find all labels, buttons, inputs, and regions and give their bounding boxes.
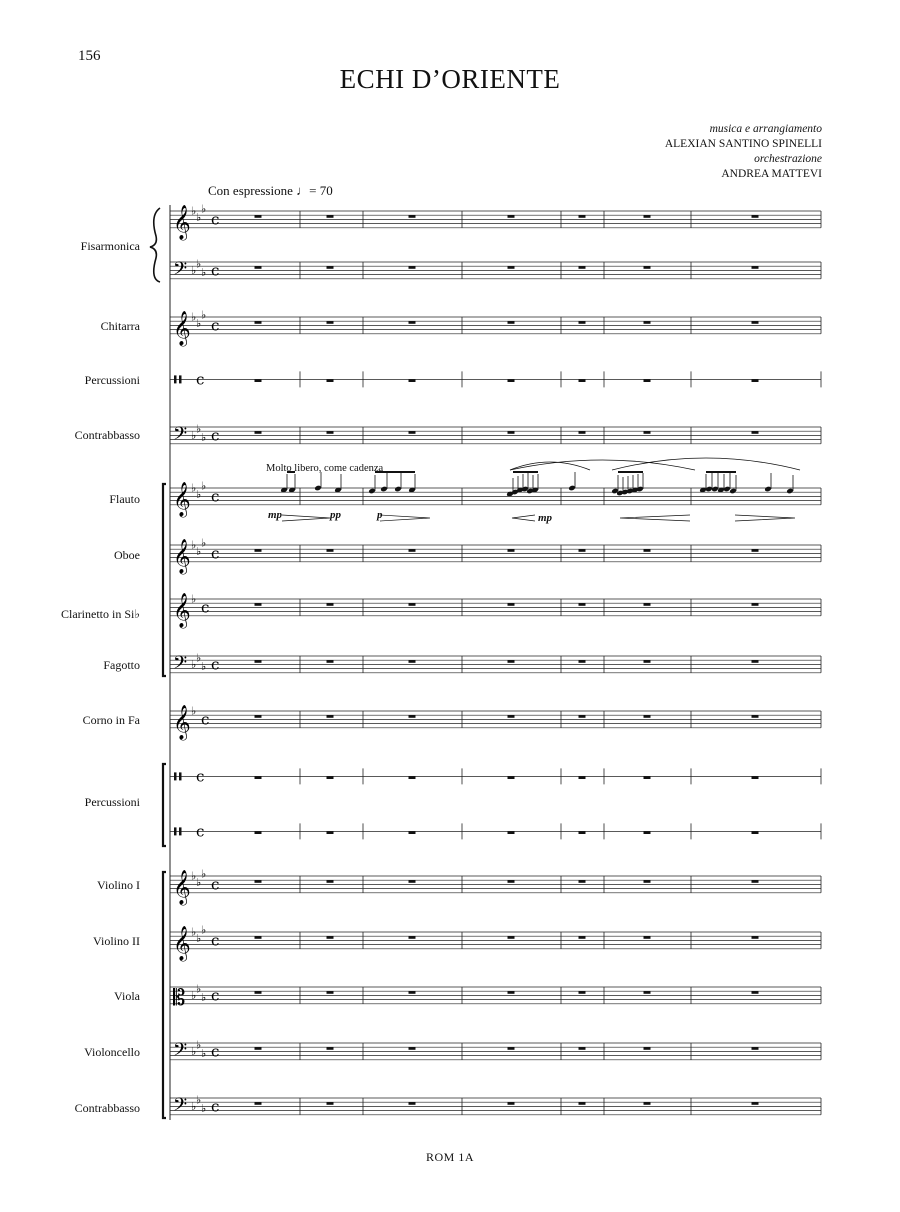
whole-rest-icon <box>255 1047 262 1050</box>
treble-clef-icon: 𝄞 <box>173 204 191 240</box>
flat-icon: ♭ <box>196 931 202 945</box>
cadenza-marking: Molto libero, come cadenza <box>266 463 384 474</box>
whole-rest-icon <box>327 831 334 834</box>
whole-rest-icon <box>327 321 334 324</box>
diminuendo-hairpin <box>735 515 795 521</box>
flat-icon: ♭ <box>196 651 202 665</box>
whole-rest-icon <box>579 880 586 883</box>
bass-clef-icon: 𝄢 <box>173 1094 188 1120</box>
instrument-label-clarinet: Clarinetto in Si♭ <box>61 607 140 621</box>
whole-rest-icon <box>508 880 515 883</box>
whole-rest-icon <box>752 266 759 269</box>
whole-rest-icon <box>327 715 334 718</box>
flat-icon: ♭ <box>201 479 207 493</box>
flat-icon: ♭ <box>191 592 197 606</box>
whole-rest-icon <box>409 266 416 269</box>
whole-rest-icon <box>255 321 262 324</box>
common-time-icon: c <box>211 544 220 563</box>
whole-rest-icon <box>579 549 586 552</box>
crescendo-hairpin <box>512 515 535 521</box>
diminuendo-hairpin <box>380 515 430 521</box>
whole-rest-icon <box>255 880 262 883</box>
treble-clef-icon: 𝄞 <box>173 592 191 628</box>
whole-rest-icon <box>508 831 515 834</box>
accordion-brace <box>150 208 160 282</box>
flat-icon: ♭ <box>196 316 202 330</box>
whole-rest-icon <box>255 831 262 834</box>
treble-clef-icon: 𝄞 <box>173 538 191 574</box>
whole-rest-icon <box>508 1047 515 1050</box>
whole-rest-icon <box>752 936 759 939</box>
whole-rest-icon <box>644 603 651 606</box>
whole-rest-icon <box>644 266 651 269</box>
whole-rest-icon <box>327 776 334 779</box>
whole-rest-icon <box>255 1102 262 1105</box>
whole-rest-icon <box>409 549 416 552</box>
page-number: 156 <box>78 48 101 64</box>
percussion-clef-icon <box>174 375 177 383</box>
flat-icon: ♭ <box>196 544 202 558</box>
whole-rest-icon <box>409 431 416 434</box>
whole-rest-icon <box>409 831 416 834</box>
whole-rest-icon <box>579 991 586 994</box>
flat-icon: ♭ <box>201 923 207 937</box>
whole-rest-icon <box>644 660 651 663</box>
whole-rest-icon <box>327 991 334 994</box>
percussion-clef-icon <box>174 772 177 780</box>
whole-rest-icon <box>579 215 586 218</box>
common-time-icon: c <box>211 261 220 280</box>
flat-icon: ♭ <box>196 875 202 889</box>
common-time-icon: c <box>211 1097 220 1116</box>
whole-rest-icon <box>579 1102 586 1105</box>
whole-rest-icon <box>579 379 586 382</box>
tempo-text: Con espressione <box>208 183 293 198</box>
flat-icon: ♭ <box>191 428 197 442</box>
tempo-bpm: = 70 <box>309 183 333 198</box>
whole-rest-icon <box>752 431 759 434</box>
flat-icon: ♭ <box>201 536 207 550</box>
whole-rest-icon <box>752 1102 759 1105</box>
percussion-bracket <box>163 764 166 846</box>
crescendo-hairpin <box>620 515 690 521</box>
whole-rest-icon <box>327 215 334 218</box>
whole-rest-icon <box>255 379 262 382</box>
whole-rest-icon <box>644 831 651 834</box>
common-time-icon: c <box>211 316 220 335</box>
strings-bracket <box>163 872 166 1118</box>
whole-rest-icon <box>508 660 515 663</box>
instrument-label-double-bass-2: Contrabbasso <box>74 1101 140 1115</box>
flat-icon: ♭ <box>191 481 197 495</box>
percussion-clef-icon <box>179 772 182 780</box>
whole-rest-icon <box>579 431 586 434</box>
whole-rest-icon <box>409 991 416 994</box>
whole-rest-icon <box>327 431 334 434</box>
flat-icon: ♭ <box>196 210 202 224</box>
instrument-label-accordion: Fisarmonica <box>80 239 140 253</box>
whole-rest-icon <box>508 991 515 994</box>
flat-icon: ♭ <box>191 263 197 277</box>
whole-rest-icon <box>644 936 651 939</box>
dynamic-mark: mp <box>268 509 283 521</box>
whole-rest-icon <box>644 776 651 779</box>
flat-icon: ♭ <box>191 869 197 883</box>
whole-rest-icon <box>752 776 759 779</box>
whole-rest-icon <box>644 215 651 218</box>
flat-icon: ♭ <box>196 1093 202 1107</box>
instrument-label-violin-2: Violino II <box>93 934 140 948</box>
whole-rest-icon <box>508 266 515 269</box>
whole-rest-icon <box>255 215 262 218</box>
treble-clef-icon: 𝄞 <box>173 481 191 517</box>
treble-clef-icon: 𝄞 <box>173 704 191 740</box>
diminuendo-hairpin <box>282 515 330 521</box>
whole-rest-icon <box>508 321 515 324</box>
whole-rest-icon <box>752 660 759 663</box>
whole-rest-icon <box>508 1102 515 1105</box>
whole-rest-icon <box>255 660 262 663</box>
instrument-label-horn: Corno in Fa <box>82 713 140 727</box>
whole-rest-icon <box>409 603 416 606</box>
instrument-label-bassoon: Fagotto <box>103 658 140 672</box>
flat-icon: ♭ <box>196 982 202 996</box>
whole-rest-icon <box>508 379 515 382</box>
whole-rest-icon <box>508 431 515 434</box>
whole-rest-icon <box>409 379 416 382</box>
common-time-icon: c <box>196 370 205 389</box>
whole-rest-icon <box>255 776 262 779</box>
whole-rest-icon <box>579 776 586 779</box>
whole-rest-icon <box>255 431 262 434</box>
percussion-clef-icon <box>179 827 182 835</box>
whole-rest-icon <box>327 603 334 606</box>
piece-title: ECHI D’ORIENTE <box>339 64 561 94</box>
flat-icon: ♭ <box>201 431 207 444</box>
whole-rest-icon <box>644 321 651 324</box>
whole-rest-icon <box>644 715 651 718</box>
flat-icon: ♭ <box>201 660 207 673</box>
alto-clef-icon: 𝄡 <box>173 985 186 1011</box>
composer-name: ALEXIAN SANTINO SPINELLI <box>664 138 822 150</box>
instrument-label-guitar: Chitarra <box>100 319 140 333</box>
whole-rest-icon <box>752 880 759 883</box>
whole-rest-icon <box>752 991 759 994</box>
percussion-clef-icon <box>174 827 177 835</box>
whole-rest-icon <box>752 831 759 834</box>
common-time-icon: c <box>211 426 220 445</box>
flat-icon: ♭ <box>191 538 197 552</box>
whole-rest-icon <box>508 715 515 718</box>
common-time-icon: c <box>211 655 220 674</box>
whole-rest-icon <box>409 880 416 883</box>
common-time-icon: c <box>211 1042 220 1061</box>
dynamic-mark: p <box>377 509 383 521</box>
whole-rest-icon <box>327 660 334 663</box>
whole-rest-icon <box>644 880 651 883</box>
whole-rest-icon <box>508 603 515 606</box>
flat-icon: ♭ <box>191 204 197 218</box>
treble-clef-icon: 𝄞 <box>173 925 191 961</box>
whole-rest-icon <box>644 991 651 994</box>
whole-rest-icon <box>409 1102 416 1105</box>
dynamic-mark: pp <box>330 509 341 521</box>
whole-rest-icon <box>508 936 515 939</box>
whole-rest-icon <box>752 215 759 218</box>
whole-rest-icon <box>508 776 515 779</box>
whole-rest-icon <box>644 1102 651 1105</box>
whole-rest-icon <box>644 379 651 382</box>
bass-clef-icon: 𝄢 <box>173 1039 188 1065</box>
slur <box>510 460 695 470</box>
common-time-icon: c <box>211 875 220 894</box>
whole-rest-icon <box>255 715 262 718</box>
whole-rest-icon <box>327 266 334 269</box>
flat-icon: ♭ <box>191 310 197 324</box>
bass-clef-icon: 𝄢 <box>173 258 188 284</box>
whole-rest-icon <box>327 549 334 552</box>
common-time-icon: c <box>211 931 220 950</box>
whole-rest-icon <box>327 1102 334 1105</box>
common-time-icon: c <box>201 710 210 729</box>
bass-clef-icon: 𝄢 <box>173 423 188 449</box>
whole-rest-icon <box>255 266 262 269</box>
flat-icon: ♭ <box>201 266 207 279</box>
whole-rest-icon <box>644 1047 651 1050</box>
common-time-icon: c <box>201 598 210 617</box>
flat-icon: ♭ <box>191 1099 197 1113</box>
whole-rest-icon <box>255 936 262 939</box>
whole-rest-icon <box>579 660 586 663</box>
whole-rest-icon <box>752 1047 759 1050</box>
orchestration-role-label: orchestrazione <box>754 153 822 165</box>
flat-icon: ♭ <box>201 1102 207 1115</box>
whole-rest-icon <box>409 715 416 718</box>
whole-rest-icon <box>579 266 586 269</box>
flat-icon: ♭ <box>196 1038 202 1052</box>
flat-icon: ♭ <box>196 422 202 436</box>
whole-rest-icon <box>579 831 586 834</box>
instrument-label-cello: Violoncello <box>84 1045 140 1059</box>
bass-clef-icon: 𝄢 <box>173 652 188 678</box>
slur <box>612 458 800 470</box>
whole-rest-icon <box>409 1047 416 1050</box>
whole-rest-icon <box>327 936 334 939</box>
flat-icon: ♭ <box>191 704 197 718</box>
whole-rest-icon <box>409 776 416 779</box>
flat-icon: ♭ <box>191 988 197 1002</box>
whole-rest-icon <box>579 715 586 718</box>
whole-rest-icon <box>752 715 759 718</box>
treble-clef-icon: 𝄞 <box>173 869 191 905</box>
whole-rest-icon <box>579 1047 586 1050</box>
footer-code: ROM 1A <box>425 1150 474 1164</box>
instrument-label-oboe: Oboe <box>114 548 140 562</box>
whole-rest-icon <box>409 660 416 663</box>
whole-rest-icon <box>752 603 759 606</box>
flat-icon: ♭ <box>191 1044 197 1058</box>
whole-rest-icon <box>327 1047 334 1050</box>
instrument-label-percussion-2: Percussioni <box>84 795 140 809</box>
instrument-label-flute: Flauto <box>109 492 140 506</box>
flat-icon: ♭ <box>201 1047 207 1060</box>
flat-icon: ♭ <box>191 925 197 939</box>
whole-rest-icon <box>409 936 416 939</box>
instrument-label-violin-1: Violino I <box>97 878 140 892</box>
instrument-label-double-bass-1: Contrabbasso <box>74 428 140 442</box>
whole-rest-icon <box>644 549 651 552</box>
whole-rest-icon <box>752 549 759 552</box>
quarter-note-icon: ♩ <box>296 183 310 198</box>
flat-icon: ♭ <box>201 202 207 216</box>
whole-rest-icon <box>508 215 515 218</box>
whole-rest-icon <box>255 549 262 552</box>
whole-rest-icon <box>508 549 515 552</box>
whole-rest-icon <box>579 603 586 606</box>
whole-rest-icon <box>255 991 262 994</box>
flat-icon: ♭ <box>201 991 207 1004</box>
orchestrator-name: ANDREA MATTEVI <box>721 168 822 180</box>
flat-icon: ♭ <box>201 308 207 322</box>
common-time-icon: c <box>196 822 205 841</box>
woodwind-bracket <box>163 484 166 676</box>
whole-rest-icon <box>409 215 416 218</box>
flat-icon: ♭ <box>201 867 207 881</box>
whole-rest-icon <box>409 321 416 324</box>
common-time-icon: c <box>211 986 220 1005</box>
whole-rest-icon <box>579 936 586 939</box>
instrument-label-viola: Viola <box>114 989 140 1003</box>
flat-icon: ♭ <box>191 657 197 671</box>
instrument-label-percussion-1: Percussioni <box>84 373 140 387</box>
whole-rest-icon <box>255 603 262 606</box>
flat-icon: ♭ <box>196 487 202 501</box>
common-time-icon: c <box>196 767 205 786</box>
flat-icon: ♭ <box>196 257 202 271</box>
whole-rest-icon <box>579 321 586 324</box>
whole-rest-icon <box>752 321 759 324</box>
music-role-label: musica e arrangiamento <box>709 123 822 135</box>
whole-rest-icon <box>752 379 759 382</box>
common-time-icon: c <box>211 210 220 229</box>
common-time-icon: c <box>211 487 220 506</box>
whole-rest-icon <box>327 379 334 382</box>
dynamic-mark: mp <box>538 512 553 524</box>
whole-rest-icon <box>327 880 334 883</box>
treble-clef-icon: 𝄞 <box>173 310 191 346</box>
percussion-clef-icon <box>179 375 182 383</box>
whole-rest-icon <box>644 431 651 434</box>
